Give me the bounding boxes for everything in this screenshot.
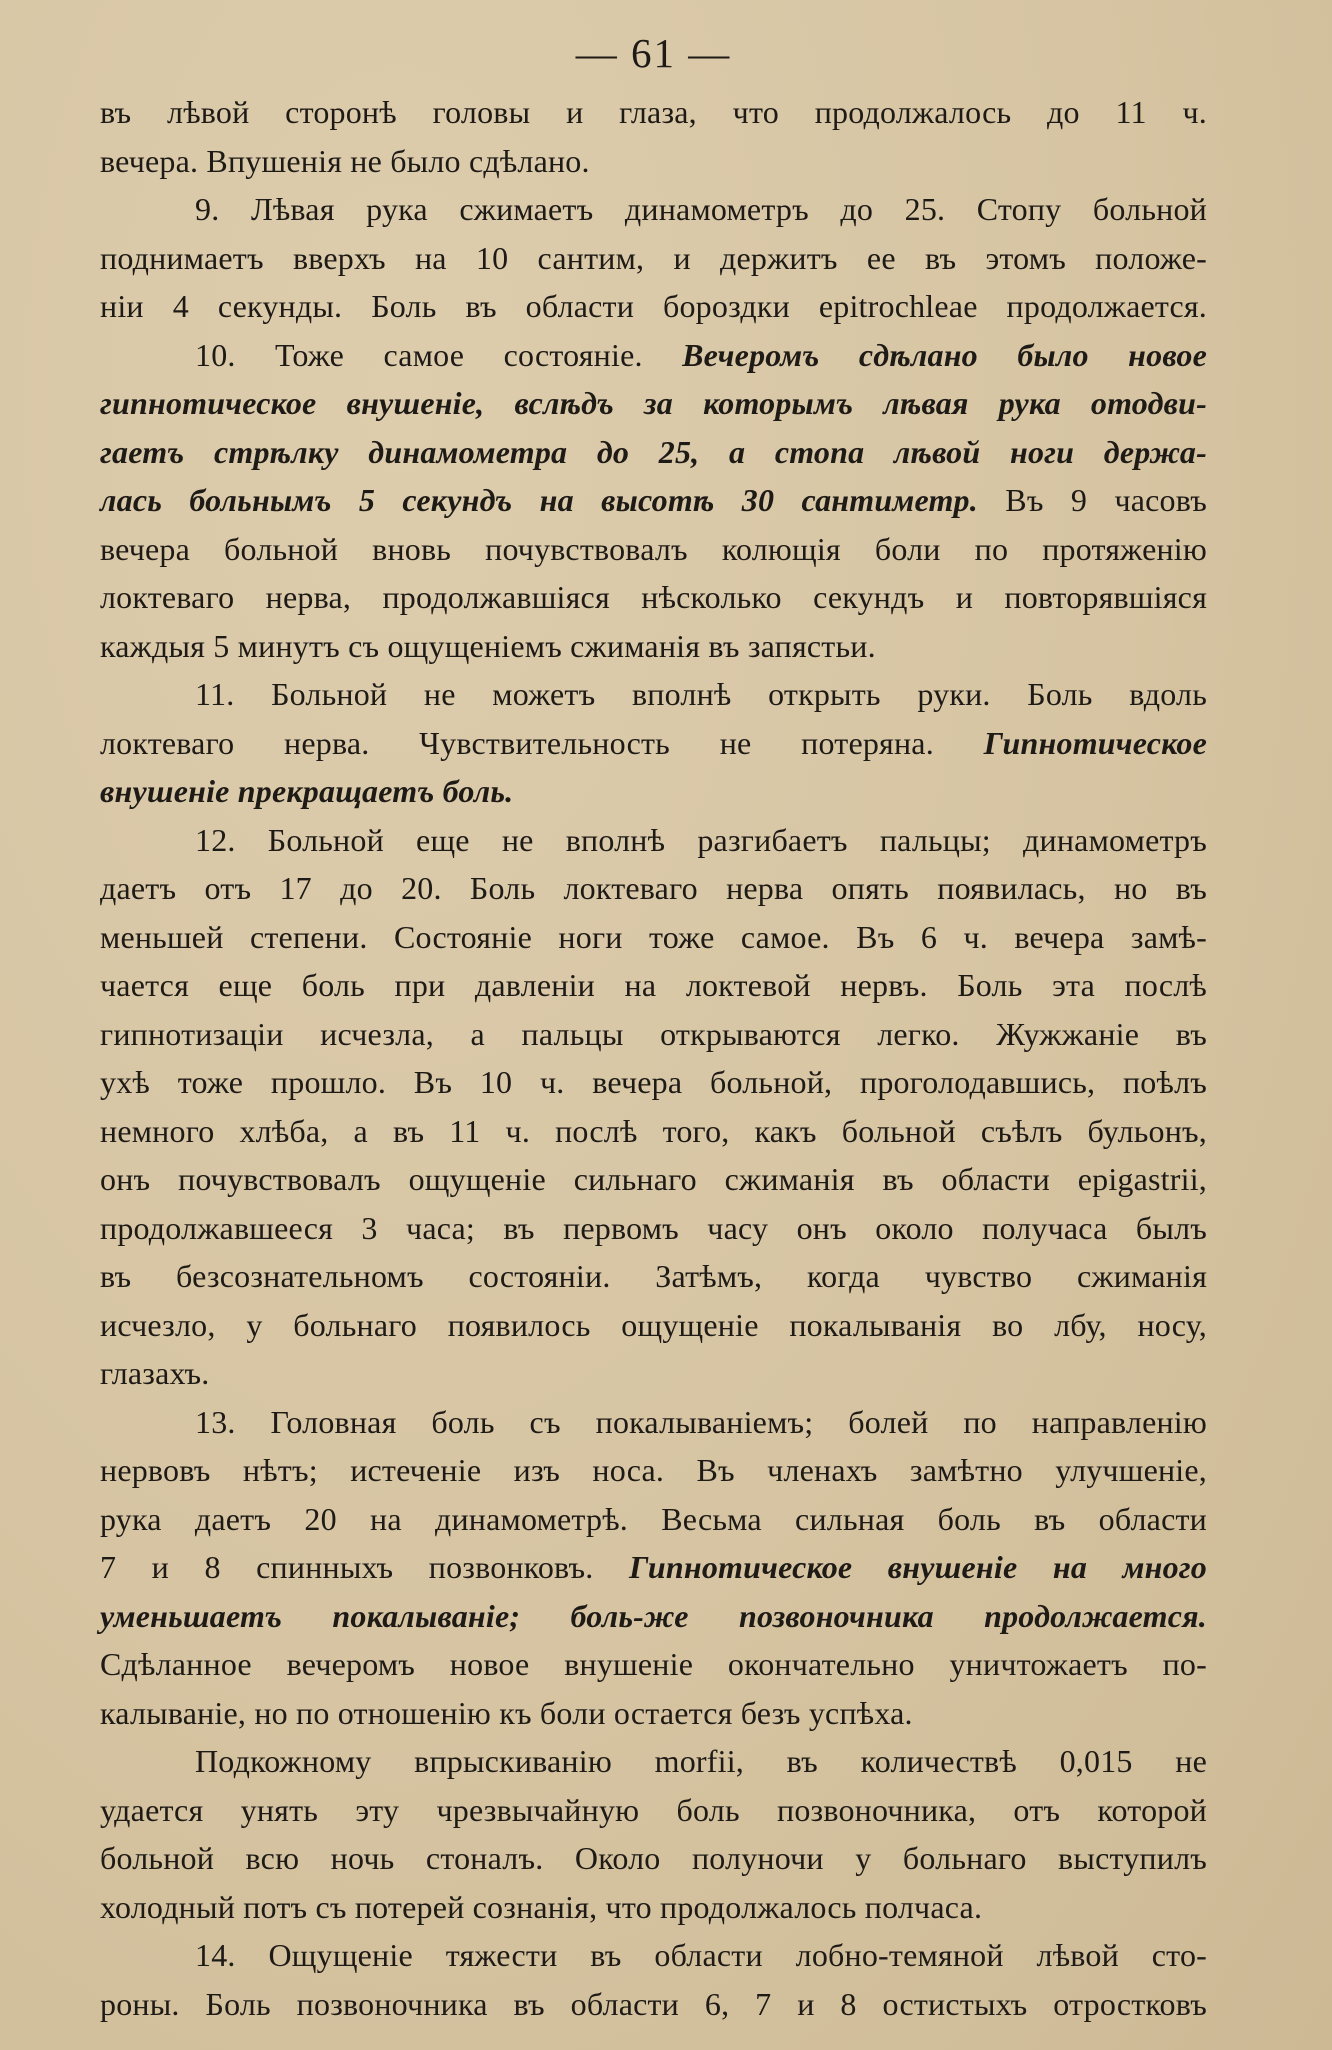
italic-text-segment: внушеніе прекращаетъ боль. <box>100 773 514 809</box>
text-segment: роны. Боль позвоночника въ области 6, 7 и 8 остистыхъ отростковъ <box>100 1985 1207 2022</box>
text-segment: Въ 9 часовъ <box>977 482 1208 518</box>
text-line <box>100 1931 1207 1980</box>
text-line <box>100 1737 1207 1786</box>
text-line <box>100 913 1207 962</box>
text-segment: Сдѣланное вечеромъ новое внушеніе окончательно уничтожаетъ по- <box>100 1646 1207 1682</box>
text-segment: вечера. Впушенія не было сдѣлано. <box>100 142 590 179</box>
text-line <box>100 185 1207 234</box>
text-segment: 14. Ощущеніе тяжести въ области лобно-темяной лѣвой сто- <box>195 1937 1207 1973</box>
text-line <box>100 1543 1207 1592</box>
text-segment: вечера больной вновь почувствовалъ колющія боли по протяженію <box>100 530 1207 567</box>
text-line <box>100 961 1207 1010</box>
text-segment: 7 и 8 спинныхъ позвонковъ. <box>100 1549 629 1585</box>
page-number: — 61 — <box>575 30 732 76</box>
text-line <box>100 525 1207 574</box>
text-line <box>100 1349 1207 1398</box>
text-line <box>100 1446 1207 1495</box>
text-segment: калываніе, но по отношенію къ боли остается безъ успѣха. <box>100 1694 913 1731</box>
text-line <box>100 864 1207 913</box>
text-segment: поднимаетъ вверхъ на 10 сантим, и держитъ ее въ этомъ положе- <box>100 239 1207 276</box>
text-line <box>100 1204 1207 1253</box>
text-line <box>100 1155 1207 1204</box>
text-segment: ухѣ тоже прошло. Въ 10 ч. вечера больной, проголодавшись, поѣлъ <box>100 1064 1207 1100</box>
text-line <box>100 1398 1207 1447</box>
text-line <box>100 476 1207 525</box>
text-segment: 10. Тоже самое состояніе. <box>195 336 683 373</box>
italic-text-segment: гипнотическое внушеніе, вслѣдъ за которымъ лѣвая рука отодви- <box>100 385 1207 421</box>
text-segment: исчезло, у больнаго появилось ощущеніе покалыванія во лбу, носу, <box>100 1306 1207 1343</box>
text-line <box>100 331 1207 380</box>
page-body-text <box>100 88 1207 2028</box>
text-segment: холодный потъ съ потерей сознанія, что продолжалось полчаса. <box>100 1888 983 1925</box>
text-segment: локтеваго нерва, продолжавшіяся нѣсколько секундъ и повторявшіяся <box>100 579 1207 615</box>
text-segment: даетъ отъ 17 до 20. Боль локтеваго нерва опять появилась, но въ <box>100 870 1207 906</box>
text-line <box>100 1883 1207 1932</box>
text-segment: немного хлѣба, а въ 11 ч. послѣ того, какъ больной съѣлъ бульонъ, <box>100 1112 1207 1149</box>
text-line <box>100 1640 1207 1689</box>
text-line <box>100 670 1207 719</box>
text-segment: удается унять эту чрезвычайную боль позвоночника, отъ которой <box>100 1791 1207 1828</box>
text-line <box>100 1786 1207 1835</box>
text-line <box>100 1301 1207 1350</box>
text-line <box>100 1834 1207 1883</box>
text-line <box>100 88 1207 137</box>
text-line <box>100 1107 1207 1156</box>
text-segment: рука даетъ 20 на динамометрѣ. Весьма сильная боль въ области <box>100 1500 1207 1537</box>
italic-text-segment: Гипнотическое <box>983 724 1207 761</box>
text-segment: 13. Головная боль съ покалываніемъ; болей по направленію <box>195 1403 1207 1440</box>
italic-text-segment: лась больнымъ 5 секундъ на высотѣ 30 сантиметр. <box>100 482 978 518</box>
text-line <box>100 1980 1207 2029</box>
text-line <box>100 573 1207 622</box>
text-segment: ніи 4 секунды. Боль въ области бороздки epitrochleae продолжается. <box>100 288 1207 324</box>
text-segment: 11. Больной не можетъ вполнѣ открыть руки. Боль вдоль <box>195 676 1207 712</box>
text-line <box>100 234 1207 283</box>
text-segment: гипнотизаціи исчезла, а пальцы открываются легко. Жужжаніе въ <box>100 1015 1207 1052</box>
text-line <box>100 767 1207 816</box>
text-segment: чается еще боль при давленіи на локтевой нервъ. Боль эта послѣ <box>100 967 1207 1003</box>
text-line <box>100 1010 1207 1059</box>
italic-text-segment: уменьшаетъ покалываніе; боль-же позвоночника продолжается. <box>100 1597 1207 1634</box>
text-line <box>100 428 1207 477</box>
text-segment: глазахъ. <box>100 1355 210 1391</box>
text-line <box>100 816 1207 865</box>
text-line <box>100 379 1207 428</box>
italic-text-segment: Гипнотическое внушеніе на много <box>628 1549 1207 1585</box>
text-segment: Подкожному впрыскиванію morfii, въ количествѣ 0,015 не <box>195 1743 1207 1779</box>
text-segment: продолжавшееся 3 часа; въ первомъ часу онъ около получаса былъ <box>100 1209 1207 1246</box>
text-line <box>100 1592 1207 1641</box>
italic-text-segment: Вечеромъ сдѣлано было новое <box>682 336 1207 373</box>
text-segment: въ лѣвой сторонѣ головы и глаза, что продолжалось до 11 ч. <box>100 94 1207 130</box>
text-segment: 9. Лѣвая рука сжимаетъ динамометръ до 25. Стопу больной <box>195 191 1207 227</box>
text-line <box>100 282 1207 331</box>
text-segment: 12. Больной еще не вполнѣ разгибаетъ пальцы; динамометръ <box>195 821 1207 858</box>
text-line <box>100 1058 1207 1107</box>
text-segment: нервовъ нѣтъ; истеченіе изъ носа. Въ членахъ замѣтно улучшеніе, <box>100 1452 1207 1488</box>
text-line <box>100 1495 1207 1544</box>
text-segment: онъ почувствовалъ ощущеніе сильнаго сжиманія въ области epigastrii, <box>100 1161 1207 1197</box>
text-segment: локтеваго нерва. Чувствительность не потеряна. <box>100 724 984 761</box>
italic-text-segment: гаетъ стрѣлку динамометра до 25, а стопа лѣвой ноги держа- <box>100 433 1207 470</box>
text-line <box>100 622 1207 671</box>
text-segment: въ безсознательномъ состояніи. Затѣмъ, когда чувство сжиманія <box>100 1258 1207 1294</box>
text-segment: больной всю ночь стоналъ. Около полуночи у больнаго выступилъ <box>100 1840 1207 1876</box>
text-segment: каждыя 5 минутъ съ ощущеніемъ сжиманія въ запястьи. <box>100 627 876 664</box>
text-segment: меньшей степени. Состояніе ноги тоже самое. Въ 6 ч. вечера замѣ- <box>100 918 1207 955</box>
text-line <box>100 137 1207 186</box>
text-line <box>100 719 1207 768</box>
text-line <box>100 1689 1207 1738</box>
text-line <box>100 1252 1207 1301</box>
